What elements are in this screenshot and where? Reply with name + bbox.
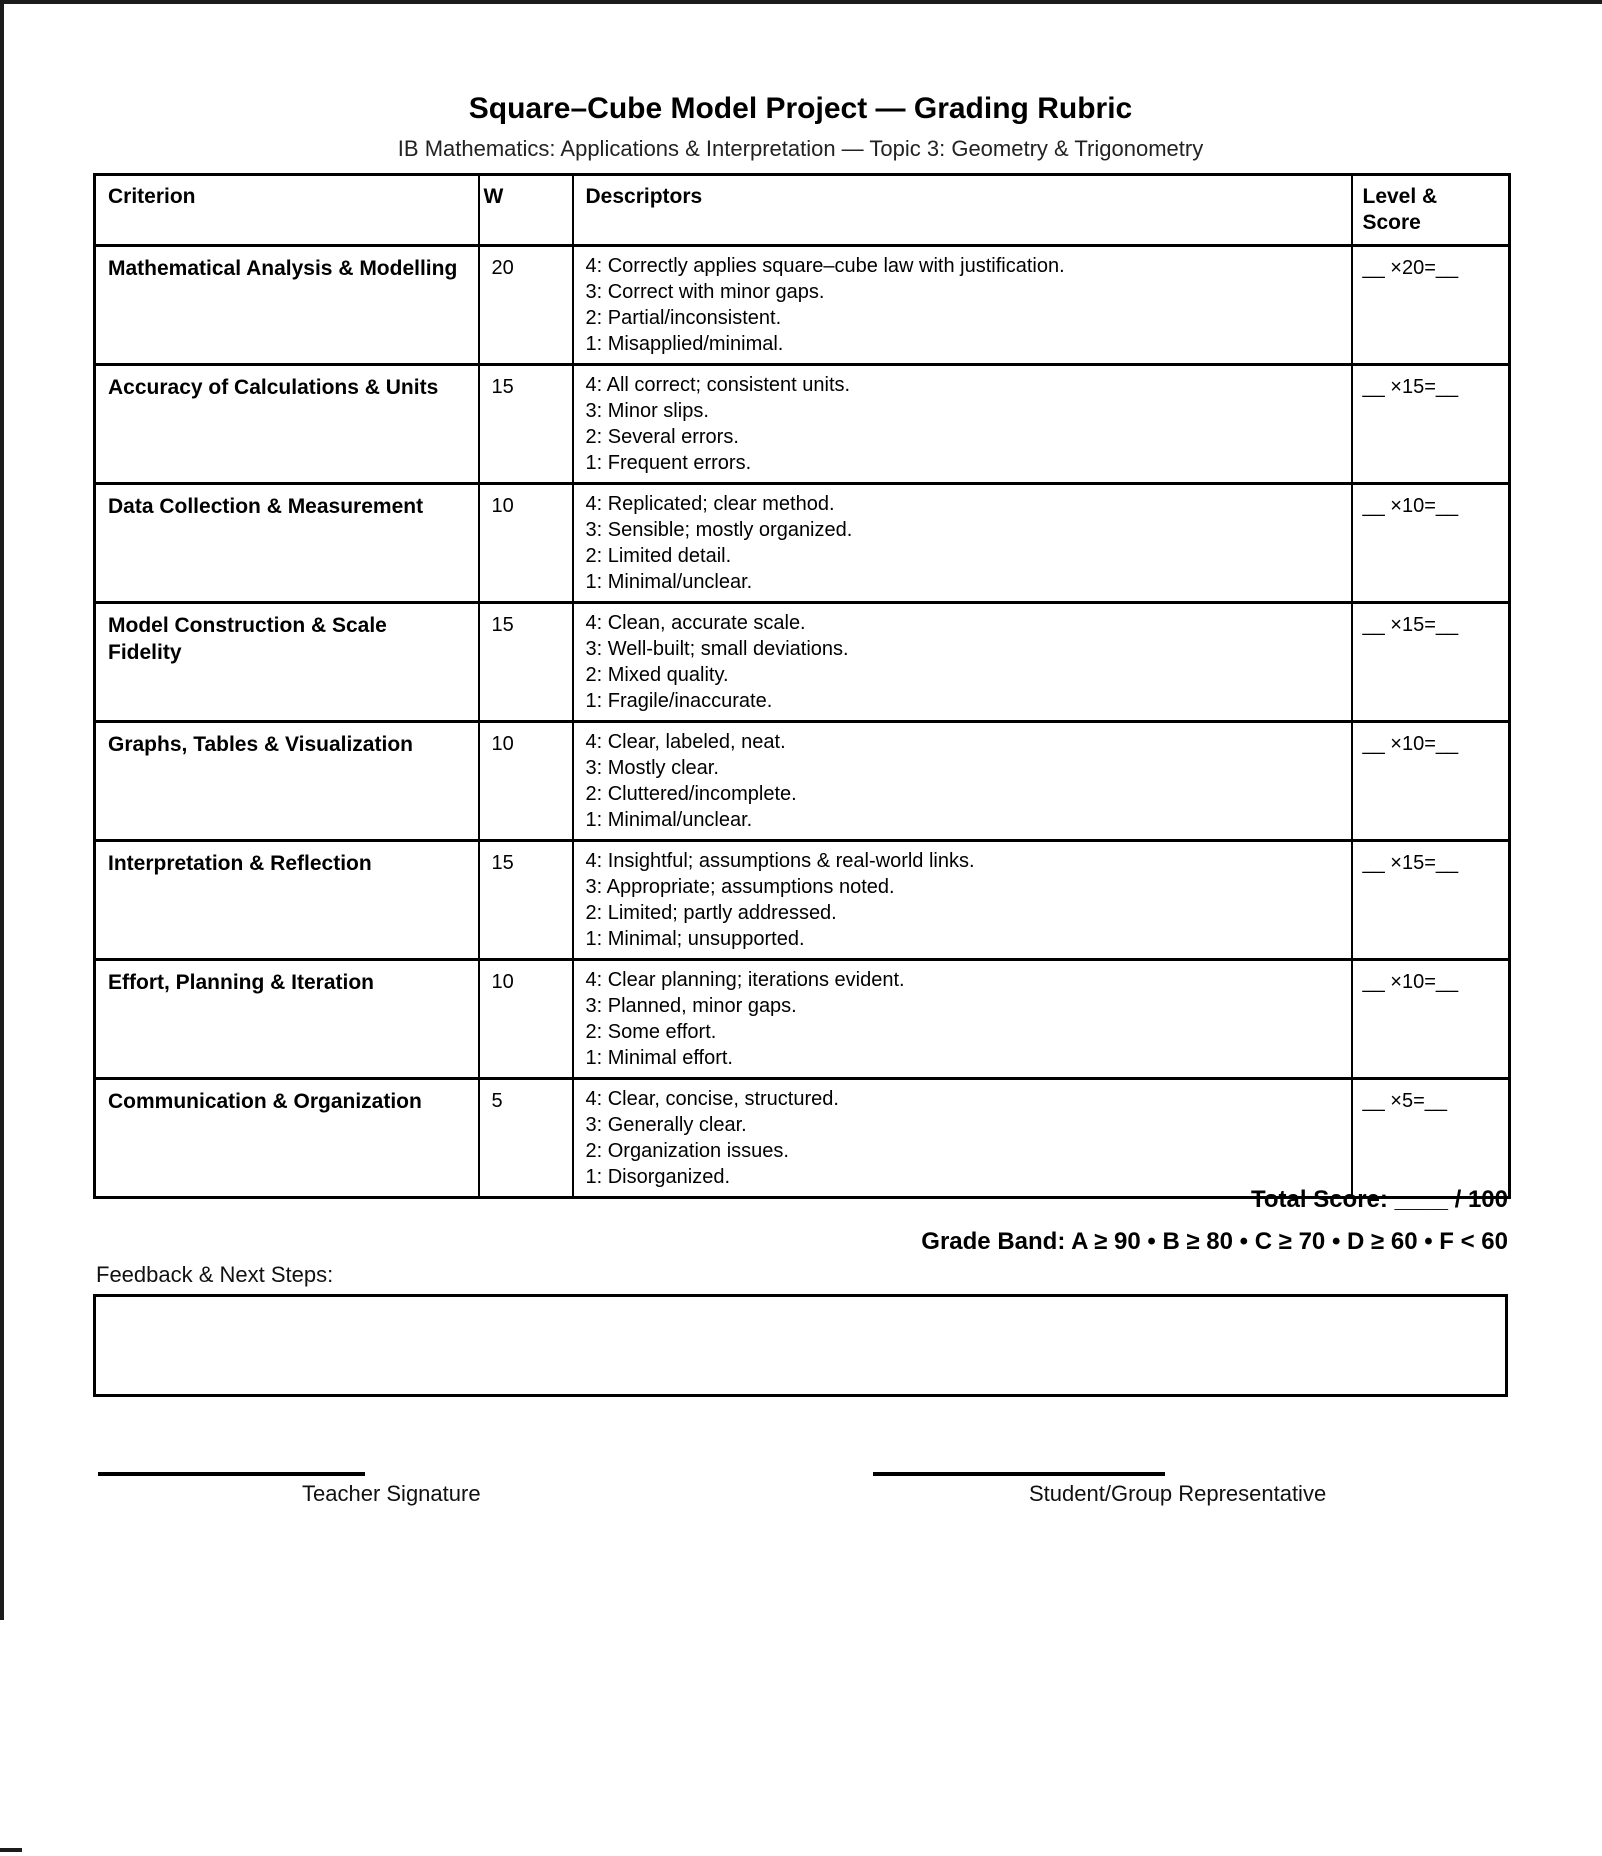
teacher-signature-label: Teacher Signature [302, 1481, 481, 1506]
page-border-left [0, 0, 4, 1620]
descriptors-cell [573, 960, 1352, 1079]
teacher-signature-line [98, 1472, 365, 1476]
table-row [95, 841, 1510, 960]
criterion-cell: Data Collection & Measurement [95, 484, 479, 603]
descriptor-line: 1: Minimal effort. [585, 1047, 733, 1069]
score-blank-cell: __ ×20=__ [1352, 246, 1510, 365]
descriptor-line: 2: Mixed quality. [585, 664, 729, 686]
criterion-cell: Communication & Organization [95, 1079, 479, 1198]
descriptor-line: 3: Generally clear. [585, 1114, 747, 1136]
grade-band: Grade Band: A ≥ 90 • B ≥ 80 • C ≥ 70 • D ≥ 60 • F < 60 [921, 1228, 1508, 1255]
score-blank-cell: __ ×5=__ [1352, 1079, 1510, 1198]
table-row [95, 246, 1510, 365]
descriptor-line: 2: Limited detail. [585, 545, 732, 567]
descriptor-line: 3: Correct with minor gaps. [585, 281, 825, 303]
descriptor-line: 1: Frequent errors. [585, 452, 752, 474]
rubric-table-body [95, 246, 1510, 1198]
student-signature-line [873, 1472, 1165, 1476]
score-blank-cell: __ ×10=__ [1352, 722, 1510, 841]
col-header-criterion: Criterion [95, 175, 479, 246]
feedback-label: Feedback & Next Steps: [96, 1262, 334, 1287]
rubric-table [93, 173, 1511, 1199]
feedback-box [93, 1294, 1508, 1397]
descriptor-line: 3: Well-built; small deviations. [585, 638, 849, 660]
col-header-level-score: Level & Score [1352, 175, 1510, 246]
descriptor-line: 2: Several errors. [585, 426, 739, 448]
criterion-cell: Model Construction & Scale Fidelity [95, 603, 479, 722]
descriptor-line: 4: Clear, labeled, neat. [585, 731, 786, 753]
descriptor-line: 2: Partial/inconsistent. [585, 307, 782, 329]
descriptor-line: 3: Planned, minor gaps. [585, 995, 797, 1017]
criterion-cell: Interpretation & Reflection [95, 841, 479, 960]
weight-cell: 5 [479, 1079, 573, 1198]
descriptors-cell [573, 246, 1352, 365]
score-blank-cell: __ ×10=__ [1352, 960, 1510, 1079]
descriptors-cell [573, 1079, 1352, 1198]
weight-cell: 20 [479, 246, 573, 365]
descriptor-line: 1: Minimal; unsupported. [585, 928, 805, 950]
page-border-mark [0, 1848, 22, 1852]
table-row [95, 1079, 1510, 1198]
descriptor-line: 1: Minimal/unclear. [585, 571, 753, 593]
descriptor-line: 2: Some effort. [585, 1021, 717, 1043]
descriptors-cell [573, 484, 1352, 603]
page-subtitle: IB Mathematics: Applications & Interpretation — Topic 3: Geometry & Trigonometry [397, 136, 1204, 161]
weight-cell: 15 [479, 603, 573, 722]
criterion-cell: Effort, Planning & Iteration [95, 960, 479, 1079]
descriptors-cell [573, 603, 1352, 722]
col-header-weight: W [479, 175, 573, 246]
score-blank-cell: __ ×15=__ [1352, 603, 1510, 722]
descriptor-line: 2: Cluttered/incomplete. [585, 783, 797, 805]
total-score: Total Score: ____ / 100 [1250, 1186, 1508, 1213]
page [93, 0, 1508, 1856]
criterion-cell: Accuracy of Calculations & Units [95, 365, 479, 484]
descriptors-cell [573, 722, 1352, 841]
descriptor-line: 4: All correct; consistent units. [585, 374, 851, 396]
criterion-cell: Mathematical Analysis & Modelling [95, 246, 479, 365]
descriptor-line: 1: Minimal/unclear. [585, 809, 753, 831]
descriptor-line: 1: Misapplied/minimal. [585, 333, 784, 355]
table-row [95, 722, 1510, 841]
score-blank-cell: __ ×10=__ [1352, 484, 1510, 603]
table-row [95, 484, 1510, 603]
descriptor-line: 4: Replicated; clear method. [585, 493, 835, 515]
table-row [95, 603, 1510, 722]
table-row [95, 365, 1510, 484]
descriptor-line: 3: Sensible; mostly organized. [585, 519, 853, 541]
descriptor-line: 4: Clear planning; iterations evident. [585, 969, 905, 991]
descriptor-line: 1: Disorganized. [585, 1166, 731, 1188]
score-blank-cell: __ ×15=__ [1352, 365, 1510, 484]
descriptor-line: 4: Clear, concise, structured. [585, 1088, 839, 1110]
weight-cell: 10 [479, 484, 573, 603]
score-blank-cell: __ ×15=__ [1352, 841, 1510, 960]
descriptor-line: 3: Mostly clear. [585, 757, 719, 779]
descriptor-line: 4: Clean, accurate scale. [585, 612, 806, 634]
descriptor-line: 4: Correctly applies square–cube law with justification. [585, 255, 1065, 277]
weight-cell: 10 [479, 960, 573, 1079]
weight-cell: 15 [479, 841, 573, 960]
table-header-row [95, 175, 1510, 246]
descriptor-line: 2: Limited; partly addressed. [585, 902, 837, 924]
weight-cell: 10 [479, 722, 573, 841]
descriptor-line: 2: Organization issues. [585, 1140, 789, 1162]
descriptor-line: 1: Fragile/inaccurate. [585, 690, 773, 712]
page-title: Square–Cube Model Project — Grading Rubric [468, 92, 1133, 125]
descriptors-cell [573, 365, 1352, 484]
table-row [95, 960, 1510, 1079]
col-header-descriptors: Descriptors [573, 175, 1352, 246]
criterion-cell: Graphs, Tables & Visualization [95, 722, 479, 841]
descriptor-line: 4: Insightful; assumptions & real-world links. [585, 850, 975, 872]
descriptors-cell [573, 841, 1352, 960]
descriptor-line: 3: Appropriate; assumptions noted. [585, 876, 895, 898]
student-signature-label: Student/Group Representative [1029, 1481, 1327, 1506]
descriptor-line: 3: Minor slips. [585, 400, 709, 422]
weight-cell: 15 [479, 365, 573, 484]
